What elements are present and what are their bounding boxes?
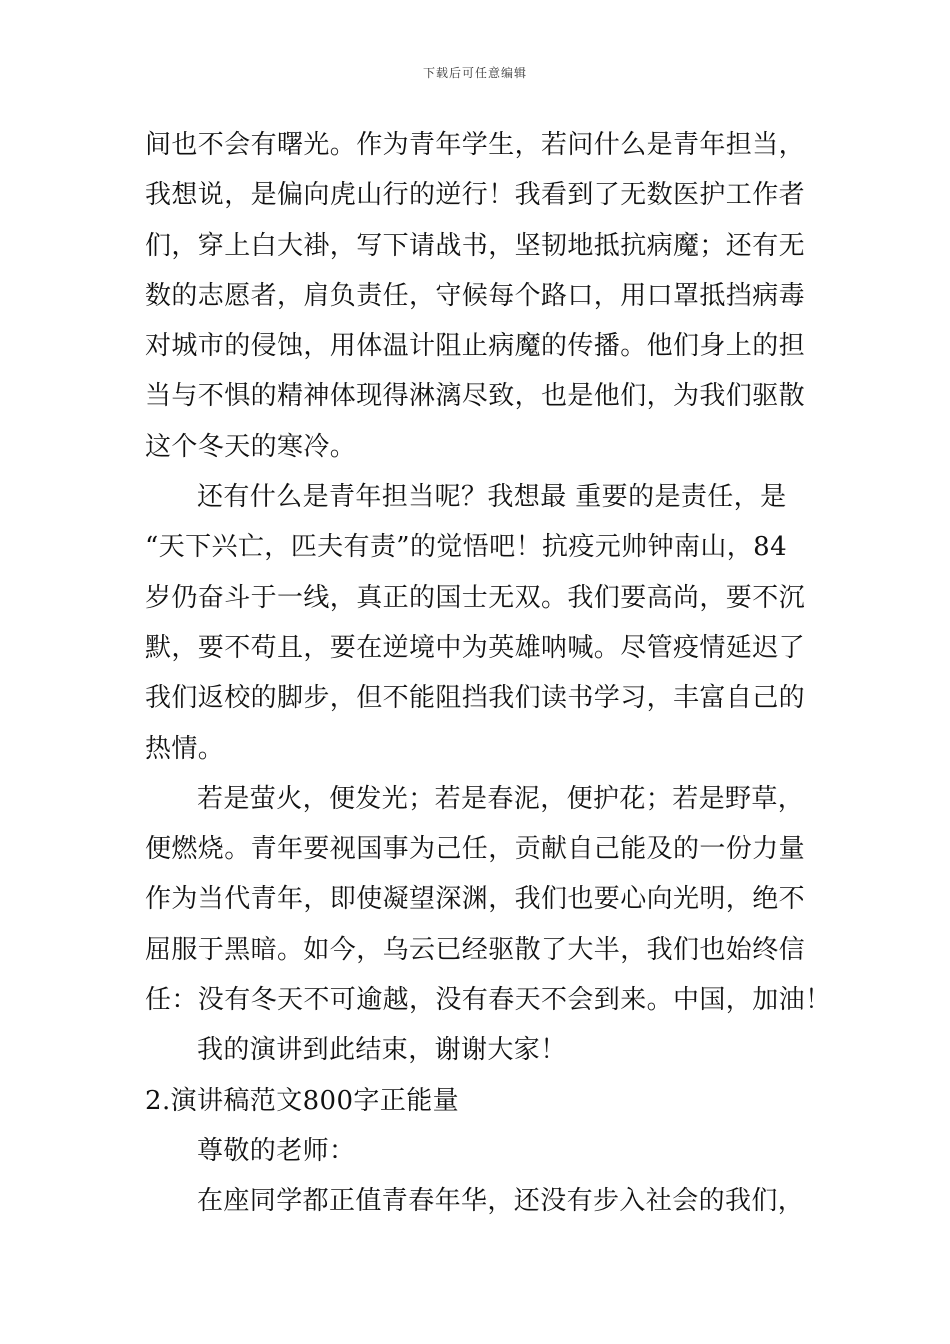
header-note: 下载后可任意编辑 bbox=[422, 66, 527, 80]
text-line: 这个冬天的寒冷。 bbox=[145, 431, 357, 462]
text-line: “天下兴亡，匹夫有责”的觉悟吧！抗疫元帅钟南山，84 bbox=[145, 532, 788, 563]
text-line: 我们返校的脚步，但不能阻挡我们读书学习，丰富自己的 bbox=[145, 683, 806, 714]
text-line: 间也不会有曙光。作为青年学生，若问什么是青年担当， bbox=[145, 130, 806, 160]
closing-line: 我的演讲到此结束，谢谢大家！ bbox=[197, 1035, 567, 1066]
paragraph-start-line: 在座同学都正值青春年华，还没有步入社会的我们， bbox=[197, 1186, 805, 1217]
text-line: 们，穿上白大褂，写下请战书，坚韧地抵抗病魔；还有无 bbox=[145, 230, 806, 261]
text-line: 默，要不苟且，要在逆境中为英雄呐喊。尽管疫情延迟了 bbox=[145, 632, 806, 663]
text-line: 数的志愿者，肩负责任，守候每个路口，用口罩抵挡病毒 bbox=[145, 280, 806, 311]
text-line: 我想说，是偏向虎山行的逆行！我看到了无数医护工作者 bbox=[145, 180, 806, 211]
text-line: 任：没有冬天不可逾越，没有春天不会到来。中国，加油！ bbox=[145, 985, 832, 1016]
document-body bbox=[145, 120, 832, 1227]
text-line: 便燃烧。青年要视国事为己任，贡献自己能及的一份力量 bbox=[145, 834, 806, 865]
text-line: 屈服于黑暗。如今，乌云已经驱散了大半，我们也始终信 bbox=[145, 934, 806, 965]
text-line: 对城市的侵蚀，用体温计阻止病魔的传播。他们身上的担 bbox=[145, 331, 806, 362]
salutation-line: 尊敬的老师： bbox=[197, 1135, 356, 1166]
text-line: 作为当代青年，即使凝望深渊，我们也要心向光明，绝不 bbox=[145, 884, 806, 915]
text-line: 热情。 bbox=[145, 733, 225, 764]
paragraph-start-line: 还有什么是青年担当呢？我想最 重要的是责任，是 bbox=[197, 482, 787, 513]
text-line: 岁仍奋斗于一线，真正的国士无双。我们要高尚，要不沉 bbox=[145, 582, 806, 613]
text-line: 当与不惧的精神体现得淋漓尽致，也是他们，为我们驱散 bbox=[145, 381, 806, 412]
paragraph-start-line: 若是萤火，便发光；若是春泥，便护花；若是野草， bbox=[197, 783, 805, 814]
section-heading: 2.演讲稿范文800字正能量 bbox=[145, 1085, 460, 1116]
